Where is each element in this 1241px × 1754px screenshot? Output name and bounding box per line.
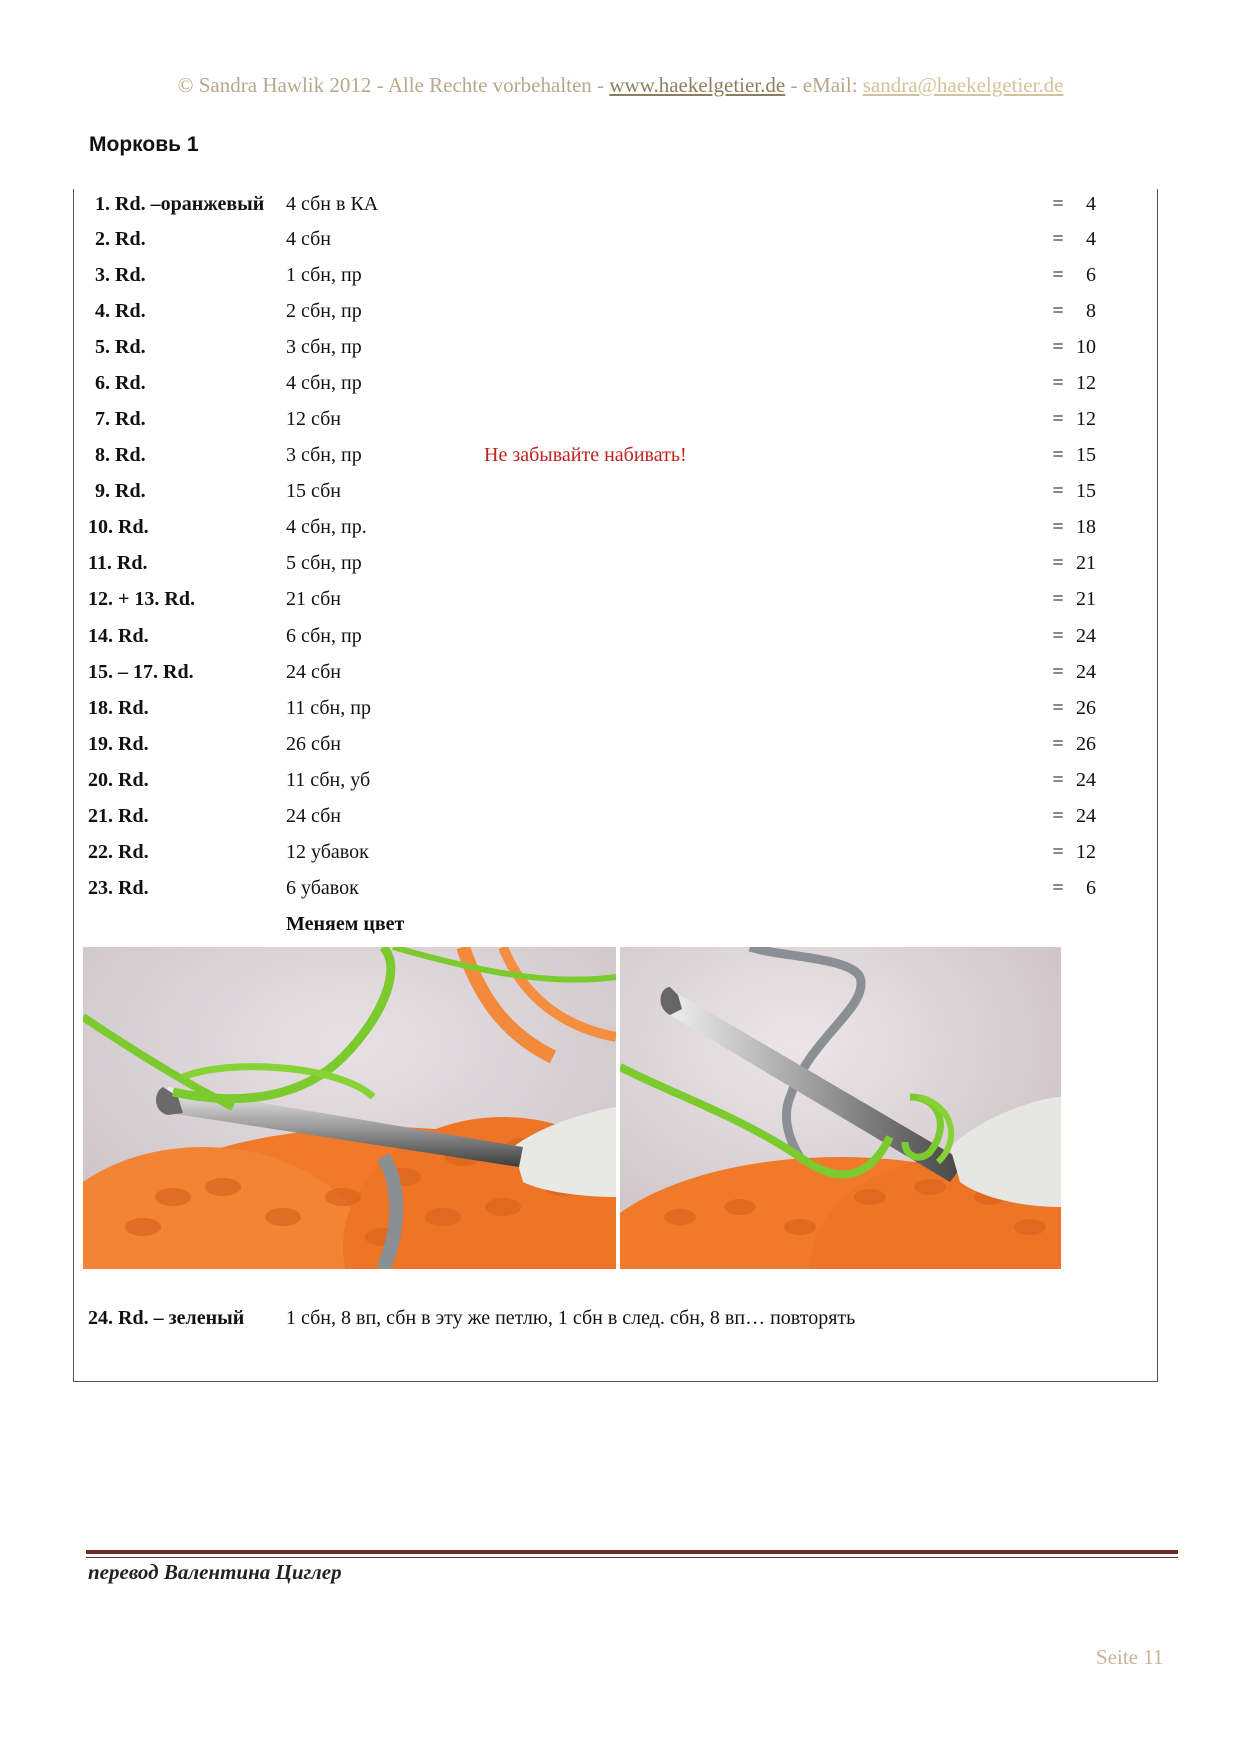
equals-sign: =: [1052, 661, 1064, 683]
round-label: 7. Rd.: [95, 408, 146, 430]
round-instruction: 3 сбн, пр: [286, 336, 362, 358]
equals-sign: =: [1052, 733, 1064, 755]
email-prefix: - eMail:: [785, 73, 863, 97]
equals-sign: =: [1052, 516, 1064, 538]
round-instruction: 6 убавок: [286, 877, 359, 899]
stuffing-reminder: Не забывайте набивать!: [484, 444, 687, 466]
crochet-photo-hook-right: [620, 947, 1061, 1269]
change-color-instruction: Меняем цвет: [286, 913, 405, 935]
stitch-count: 4: [1086, 193, 1096, 215]
pattern-row: [0, 837, 1241, 867]
stitch-count: 6: [1086, 877, 1096, 899]
pattern-row: [0, 296, 1241, 326]
round-instruction: 21 сбн: [286, 588, 341, 610]
stitch-count: 15: [1076, 444, 1096, 466]
round-instruction: 4 сбн, пр.: [286, 516, 367, 538]
copyright-text: © Sandra Hawlik 2012 - Alle Rechte vorbehalten -: [177, 73, 610, 97]
crochet-photo-2-illustration: [620, 947, 1061, 1269]
equals-sign: =: [1052, 480, 1064, 502]
pattern-row: [0, 801, 1241, 831]
equals-sign: =: [1052, 264, 1064, 286]
footer-rule-thick: [86, 1550, 1178, 1554]
round-label: 22. Rd.: [88, 841, 149, 863]
pattern-row: [0, 693, 1241, 723]
pattern-row: [0, 440, 1241, 470]
round-label: 11. Rd.: [88, 552, 148, 574]
pattern-row: [0, 512, 1241, 542]
round-label: 3. Rd.: [95, 264, 146, 286]
equals-sign: =: [1052, 805, 1064, 827]
pattern-row: [0, 584, 1241, 614]
round-instruction: 26 сбн: [286, 733, 341, 755]
round-label: 10. Rd.: [88, 516, 149, 538]
stitch-count: 12: [1076, 841, 1096, 863]
round-label: 21. Rd.: [88, 805, 149, 827]
page-number: Seite 11: [1096, 1645, 1164, 1669]
round-label: 20. Rd.: [88, 769, 149, 791]
pattern-row: [0, 368, 1241, 398]
round-instruction: 11 сбн, уб: [286, 769, 371, 791]
stitch-count: 18: [1076, 516, 1096, 538]
round-label: 4. Rd.: [95, 300, 146, 322]
equals-sign: =: [1052, 228, 1064, 250]
equals-sign: =: [1052, 625, 1064, 647]
pattern-row: [0, 404, 1241, 434]
equals-sign: =: [1052, 877, 1064, 899]
pattern-row: [0, 873, 1241, 903]
round-label: 12. + 13. Rd.: [88, 588, 195, 610]
stitch-count: 12: [1076, 372, 1096, 394]
round-instruction: 24 сбн: [286, 661, 341, 683]
round-label: 2. Rd.: [95, 228, 146, 250]
stitch-count: 6: [1086, 264, 1096, 286]
copyright-header: [0, 73, 1241, 98]
pattern-row: [0, 621, 1241, 651]
equals-sign: =: [1052, 408, 1064, 430]
round-instruction: 15 сбн: [286, 480, 341, 502]
round-24-label: 24. Rd. – зеленый: [88, 1307, 245, 1329]
round-label: 23. Rd.: [88, 877, 149, 899]
stitch-count: 24: [1076, 805, 1096, 827]
pattern-row: [0, 548, 1241, 578]
stitch-count: 10: [1076, 336, 1096, 358]
stitch-count: 21: [1076, 588, 1096, 610]
equals-sign: =: [1052, 444, 1064, 466]
crochet-photo-hook-left: [83, 947, 616, 1269]
round-instruction: 4 сбн, пр: [286, 372, 362, 394]
round-label: 9. Rd.: [95, 480, 146, 502]
pattern-row: [0, 189, 1241, 219]
equals-sign: =: [1052, 300, 1064, 322]
round-label: 5. Rd.: [95, 336, 146, 358]
round-instruction: 24 сбн: [286, 805, 341, 827]
stitch-count: 26: [1076, 697, 1096, 719]
round-instruction: 4 сбн в КА: [286, 193, 379, 215]
round-label: 8. Rd.: [95, 444, 146, 466]
stitch-count: 4: [1086, 228, 1096, 250]
equals-sign: =: [1052, 552, 1064, 574]
translator-credit: перевод Валентина Циглер: [88, 1560, 342, 1584]
website-link[interactable]: www.haekelgetier.de: [609, 73, 786, 97]
round-24-instruction: 1 сбн, 8 вп, сбн в эту же петлю, 1 сбн в след. сбн, 8 вп… повторять: [286, 1307, 856, 1329]
stitch-count: 12: [1076, 408, 1096, 430]
round-instruction: 12 сбн: [286, 408, 341, 430]
round-label: 14. Rd.: [88, 625, 149, 647]
round-label: 19. Rd.: [88, 733, 149, 755]
footer-rule-thin: [86, 1557, 1178, 1558]
pattern-row: [0, 476, 1241, 506]
equals-sign: =: [1052, 193, 1064, 215]
round-instruction: 12 убавок: [286, 841, 369, 863]
equals-sign: =: [1052, 841, 1064, 863]
equals-sign: =: [1052, 336, 1064, 358]
round-instruction: 5 сбн, пр: [286, 552, 362, 574]
equals-sign: =: [1052, 372, 1064, 394]
stitch-count: 24: [1076, 661, 1096, 683]
stitch-count: 21: [1076, 552, 1096, 574]
round-instruction: 1 сбн, пр: [286, 264, 362, 286]
equals-sign: =: [1052, 697, 1064, 719]
pattern-row: [0, 729, 1241, 759]
round-instruction: 3 сбн, пр: [286, 444, 362, 466]
round-instruction: 2 сбн, пр: [286, 300, 362, 322]
pattern-row: [0, 765, 1241, 795]
page-title: Морковь 1: [89, 133, 199, 156]
stitch-count: 8: [1086, 300, 1096, 322]
stitch-count: 26: [1076, 733, 1096, 755]
crochet-photo-1-illustration: [83, 947, 616, 1269]
round-instruction: 6 сбн, пр: [286, 625, 362, 647]
round-label: 18. Rd.: [88, 697, 149, 719]
pattern-row: [0, 260, 1241, 290]
stitch-count: 24: [1076, 625, 1096, 647]
pattern-row: [0, 224, 1241, 254]
email-link[interactable]: sandra@haekelgetier.de: [862, 73, 1064, 97]
equals-sign: =: [1052, 769, 1064, 791]
round-instruction: 11 сбн, пр: [286, 697, 371, 719]
pattern-row: [0, 332, 1241, 362]
pattern-row: [0, 657, 1241, 687]
round-label: 6. Rd.: [95, 372, 146, 394]
stitch-count: 24: [1076, 769, 1096, 791]
round-label: 15. – 17. Rd.: [88, 661, 194, 683]
equals-sign: =: [1052, 588, 1064, 610]
round-label: 1. Rd. –оранжевый: [95, 193, 265, 215]
stitch-count: 15: [1076, 480, 1096, 502]
round-instruction: 4 сбн: [286, 228, 331, 250]
